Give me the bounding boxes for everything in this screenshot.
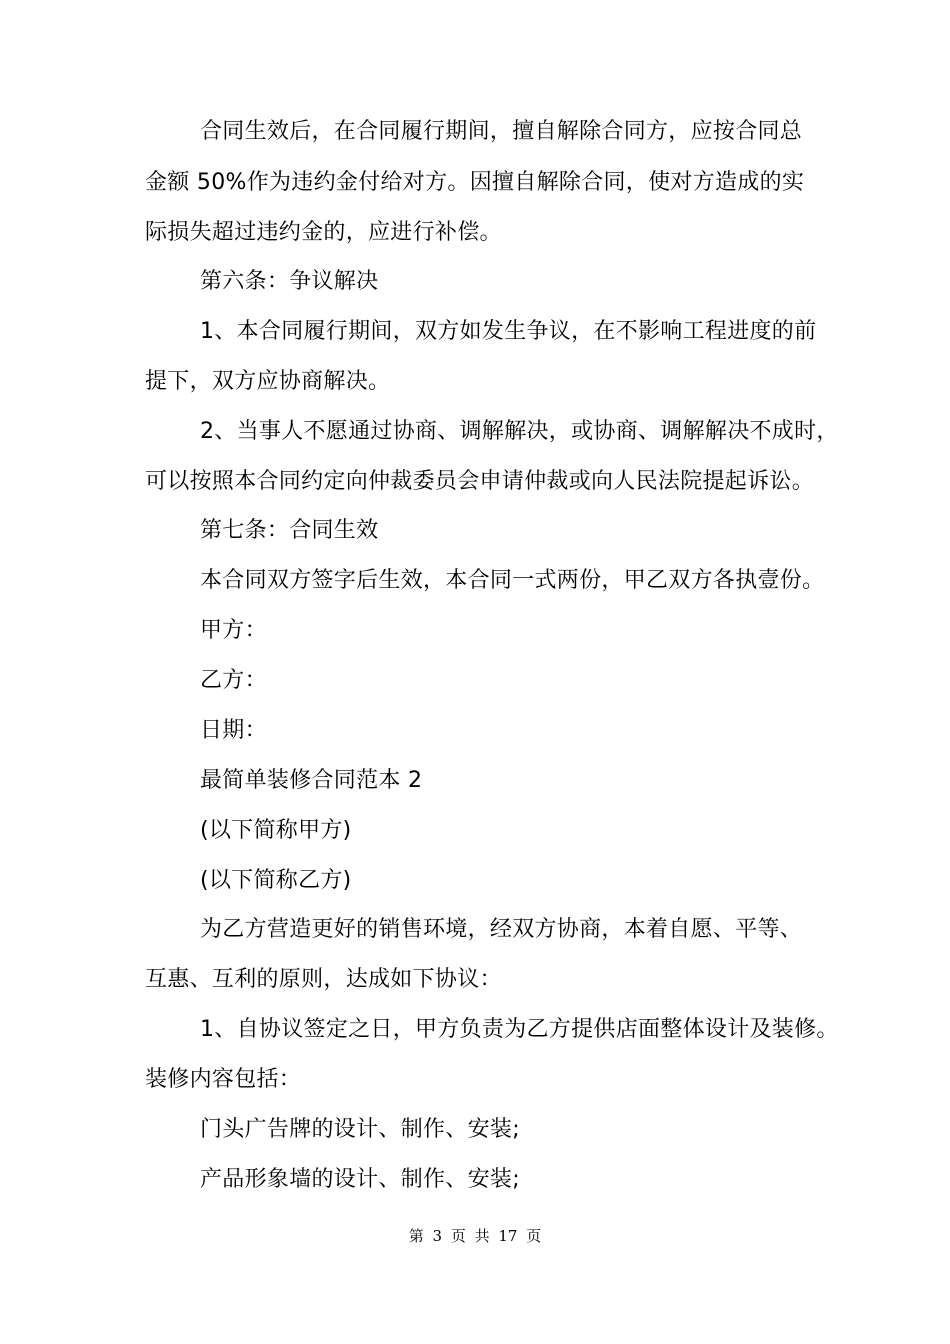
paragraph-line: 装修内容包括：	[145, 1067, 302, 1092]
paragraph-line: 际损失超过违约金的，应进行补偿。	[145, 220, 502, 245]
paragraph-line: 合同生效后，在合同履行期间，擅自解除合同方，应按合同总	[200, 119, 803, 144]
signature-party-b: 乙方：	[200, 668, 267, 693]
paragraph-line: 1、本合同履行期间，双方如发生争议，在不影响工程进度的前	[200, 319, 817, 344]
list-item: 产品形象墙的设计、制作、安装;	[200, 1167, 520, 1192]
article-7-title: 第七条：合同生效	[200, 518, 379, 543]
party-a-abbreviation: (以下简称甲方)	[200, 818, 352, 843]
signature-party-a: 甲方：	[200, 618, 267, 643]
paragraph-line: 互惠、互利的原则，达成如下协议：	[145, 967, 502, 992]
signature-date: 日期：	[200, 718, 267, 743]
page-number-footer: 第 3 页 共 17 页	[408, 1227, 542, 1245]
paragraph-line: 可以按照本合同约定向仲裁委员会申请仲裁或向人民法院提起诉讼。	[145, 469, 815, 494]
contract-2-title: 最简单装修合同范本 2	[200, 768, 423, 793]
party-b-abbreviation: (以下简称乙方)	[200, 868, 352, 893]
paragraph-line: 提下，双方应协商解决。	[145, 369, 391, 394]
paragraph-line: 金额 50%作为违约金付给对方。因擅自解除合同，使对方造成的实	[145, 170, 805, 195]
paragraph-line: 本合同双方签字后生效，本合同一式两份，甲乙双方各执壹份。	[200, 568, 825, 593]
paragraph-line: 为乙方营造更好的销售环境，经双方协商，本着自愿、平等、	[200, 917, 803, 942]
article-6-title: 第六条：争议解决	[200, 269, 379, 294]
list-item: 门头广告牌的设计、制作、安装;	[200, 1117, 520, 1142]
paragraph-line: 1、自协议签定之日，甲方负责为乙方提供店面整体设计及装修。	[200, 1017, 839, 1042]
paragraph-line: 2、当事人不愿通过协商、调解解决，或协商、调解解决不成时，	[200, 419, 839, 444]
